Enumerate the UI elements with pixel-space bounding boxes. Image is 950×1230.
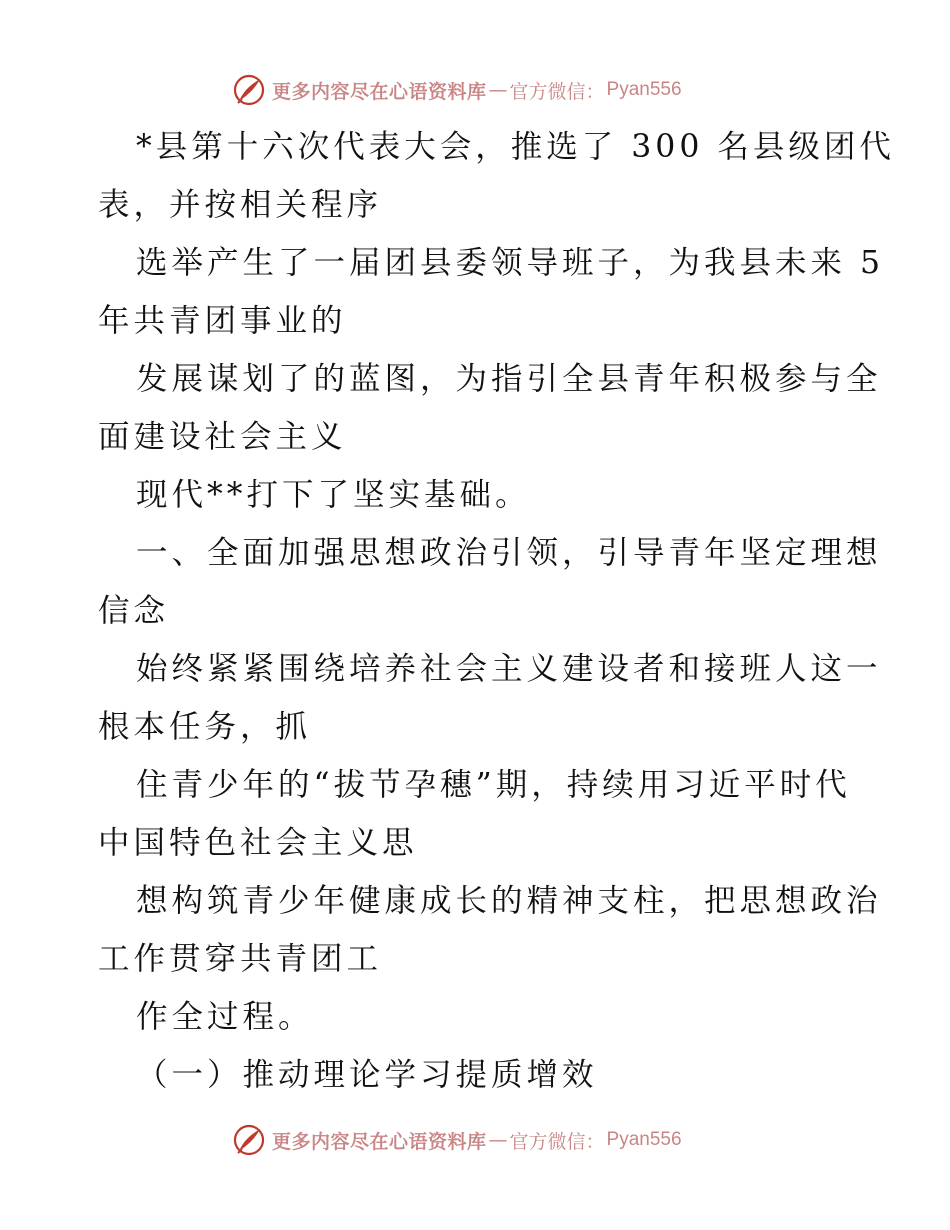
text-line: 中国特色社会主义思 [98, 825, 418, 861]
text-line: *县第十六次代表大会，推选了 300 名县级团代 [136, 129, 895, 165]
document-body [98, 118, 895, 1104]
subsection-heading: （一）推动理论学习提质增效 [136, 1057, 598, 1093]
watermark-wechat-label: 官方微信： [509, 1130, 605, 1153]
section-heading: 一、全面加强思想政治引领，引导青年坚定理想 [136, 535, 882, 571]
section-heading-continued: 信念 [98, 593, 170, 629]
header-watermark [232, 72, 752, 108]
text-line: 住青少年的“拔节孕穗”期，持续用习近平时代 [136, 767, 851, 803]
watermark-text: 更多内容尽在心语资料库 [272, 80, 487, 103]
text-line: 选举产生了一届团县委领导班子，为我县未来 5 [136, 245, 885, 281]
text-line: 发展谋划了的蓝图，为指引全县青年积极参与全 [136, 361, 882, 397]
watermark-text: 更多内容尽在心语资料库 [272, 1130, 487, 1153]
text-line: 想构筑青少年健康成长的精神支柱，把思想政治 [136, 883, 882, 919]
text-line: 表，并按相关程序 [98, 187, 383, 223]
watermark-wechat-id: Pyan556 [606, 1129, 682, 1150]
text-line: 现代**打下了坚实基础。 [136, 477, 531, 513]
footer-watermark [232, 1122, 752, 1158]
text-line: 根本任务，抓 [98, 709, 312, 745]
quill-logo-icon [232, 73, 266, 107]
watermark-wechat-id: Pyan556 [606, 79, 682, 100]
quill-logo-icon [232, 1123, 266, 1157]
text-line: 工作贯穿共青团工 [98, 941, 383, 977]
text-line: 始终紧紧围绕培养社会主义建设者和接班人这一 [136, 651, 882, 687]
text-line: 年共青团事业的 [98, 303, 347, 339]
text-line: 面建设社会主义 [98, 419, 347, 455]
watermark-wechat-label: 官方微信： [509, 80, 605, 103]
watermark-dash: — [488, 79, 508, 101]
text-line: 作全过程。 [136, 999, 314, 1035]
watermark-dash: — [488, 1129, 508, 1151]
